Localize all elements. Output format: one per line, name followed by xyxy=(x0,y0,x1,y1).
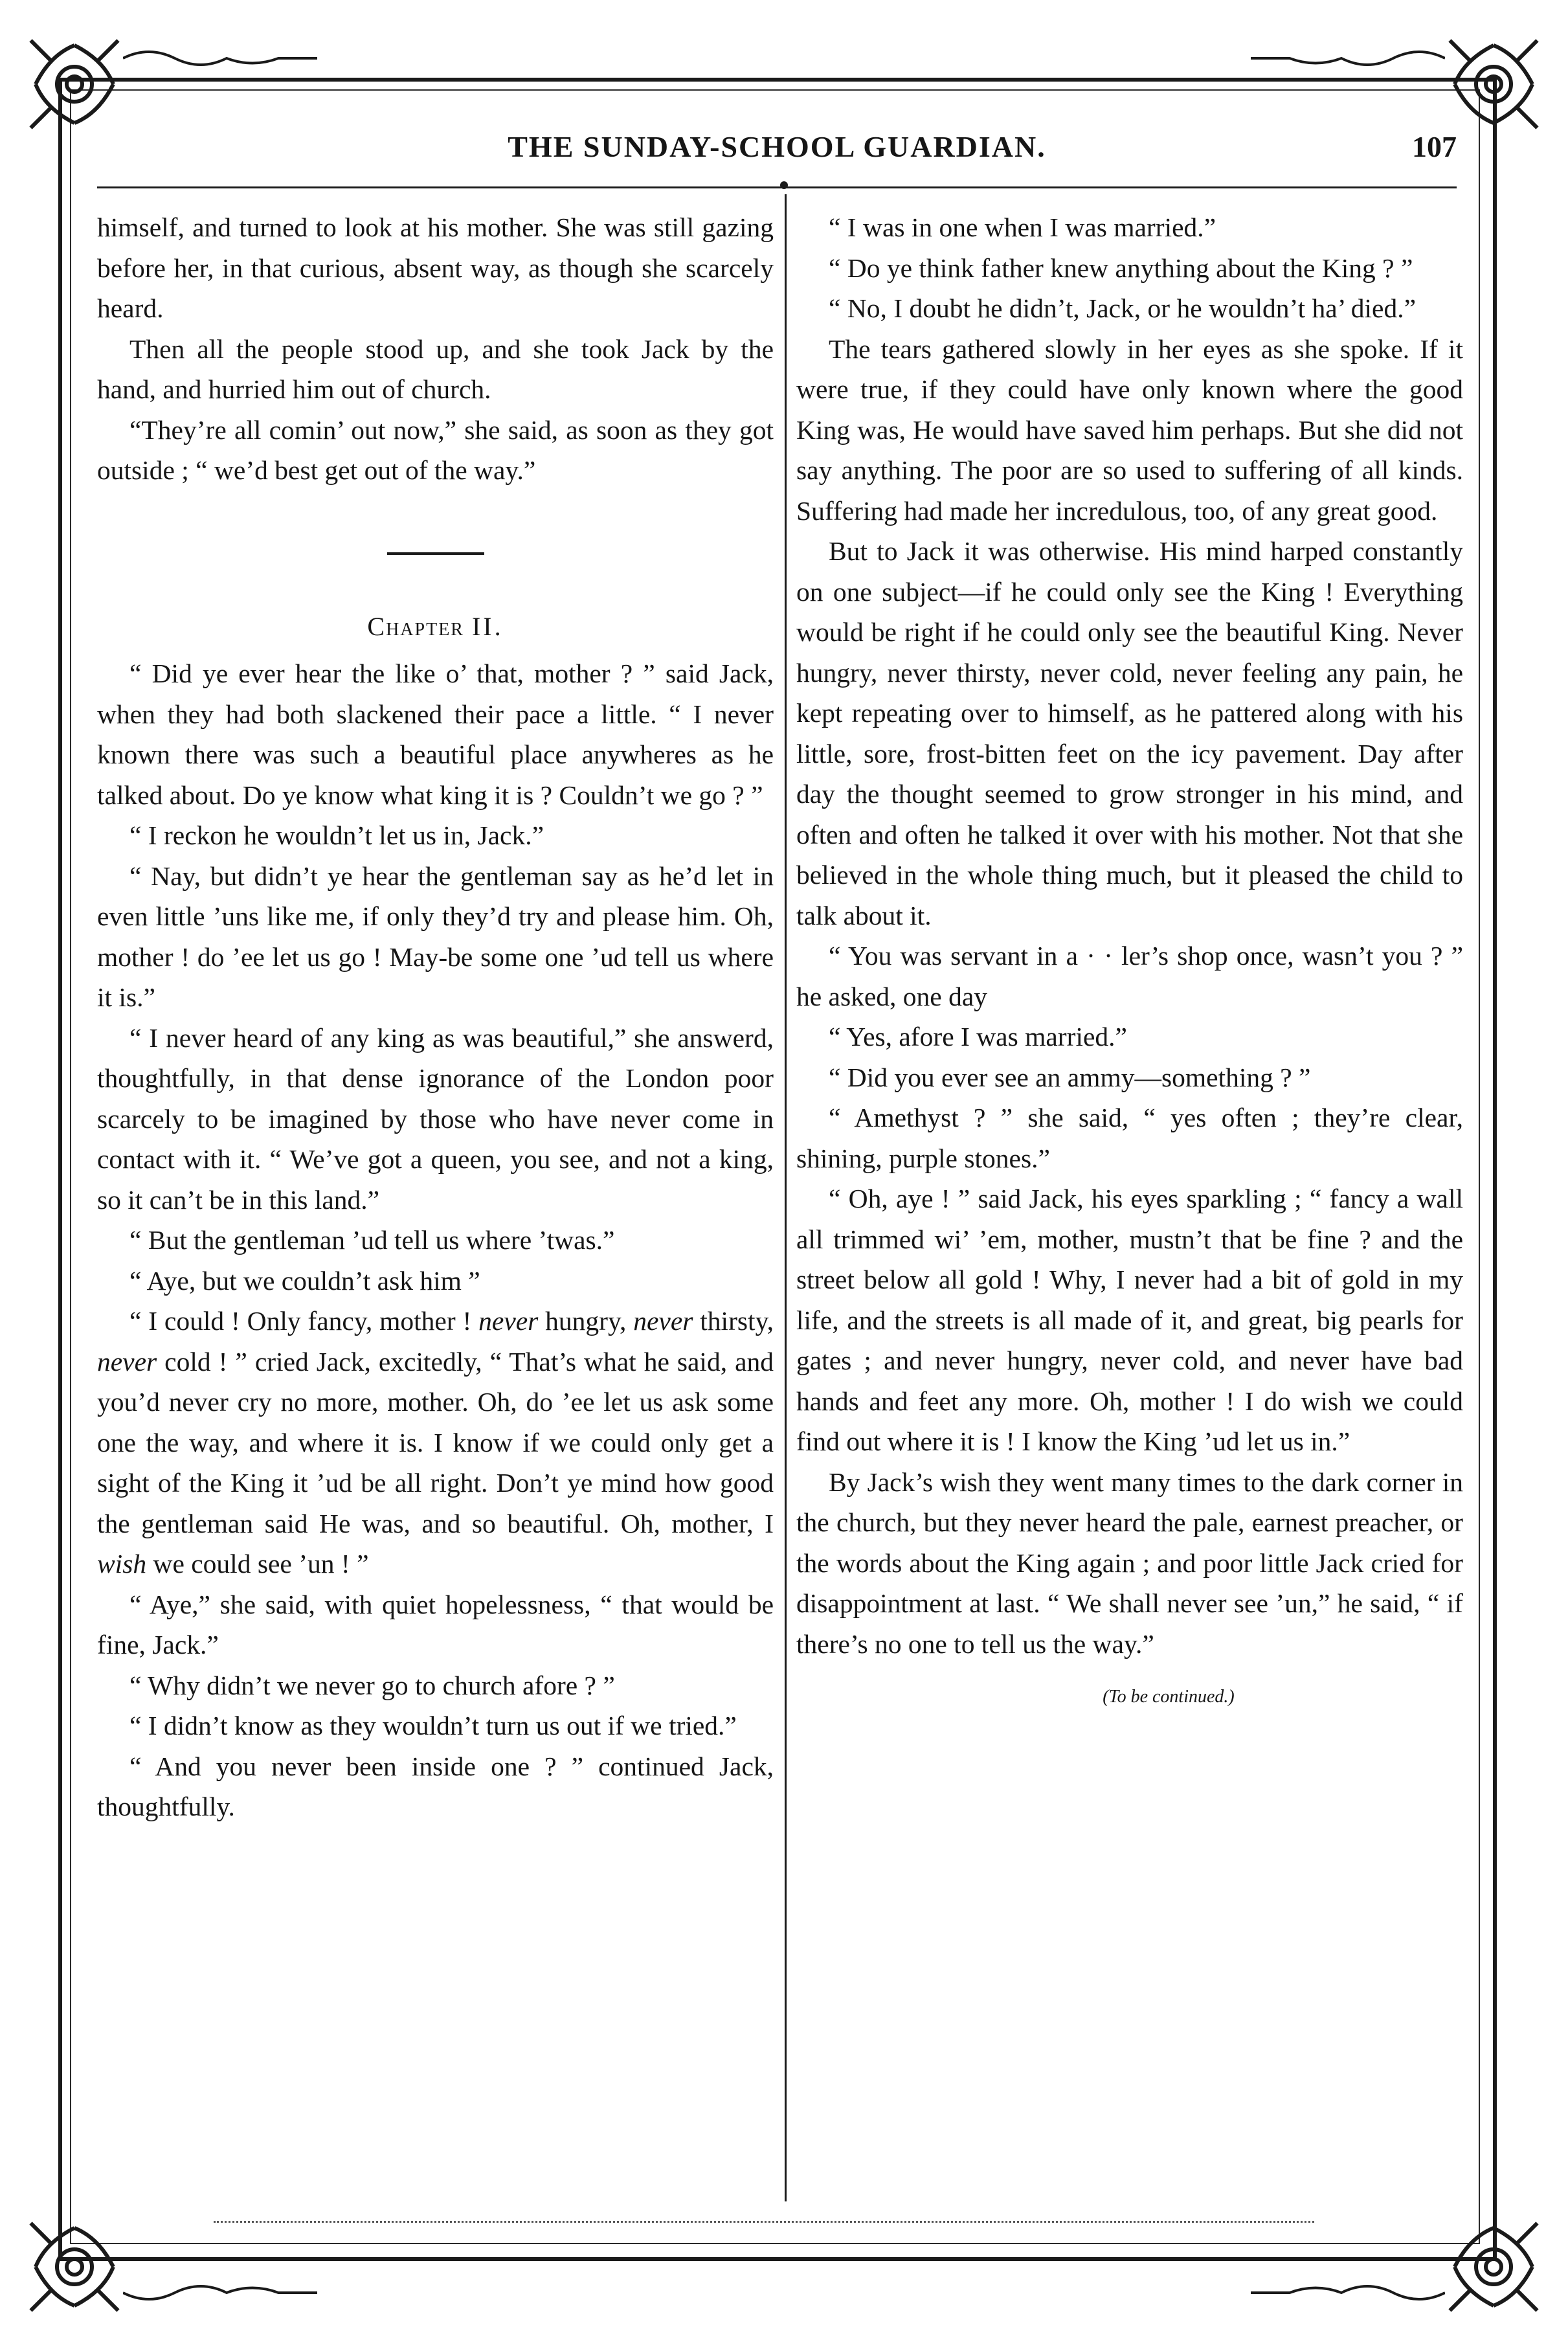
paragraph: By Jack’s wish they went many times to the dark corner in the church, but they never heard the pale, earnest preacher, or the words about the King again ; and poor little Jack cried for disappointment at last. “ We shall never see ’un,” he said, “ if there’s no one to tell us the way.” xyxy=(796,1467,1463,1659)
bottom-dotted-rule xyxy=(214,2221,1314,2223)
paragraph: “ And you never been inside one ? ” continued Jack, thoughtfully. xyxy=(97,1751,774,1821)
column-divider xyxy=(785,194,787,2201)
paragraph: “ Amethyst ? ” she said, “ yes often ; they’re clear, shining, purple stones.” xyxy=(796,1103,1463,1173)
corner-ornament-top-left xyxy=(26,36,123,133)
paragraph: himself, and turned to look at his mother. She was still gazing before her, in that curious, absent way, as though she scarcely heard. xyxy=(97,212,774,323)
paragraph xyxy=(97,1301,774,1584)
italic-run: wish xyxy=(97,1549,147,1579)
paragraph: “ Did you ever see an ammy—something ? ” xyxy=(829,1062,1311,1092)
corner-ornament-bottom-right xyxy=(1445,2218,1542,2315)
text-run: thirsty, xyxy=(693,1306,774,1336)
paragraph: “ I never heard of any king as was beautiful,” she answerd, thoughtfully, in that dense ignorance of the London poor scarcely to be imagined by those who have never come in contact with it. “ We’ve got a queen, you see, and not a king, so it can’t be in this land.” xyxy=(97,1022,774,1215)
paragraph: But to Jack it was otherwise. His mind harped constantly on one subject—if he could only see the King ! Everything would be right if he could only see the beautiful King. Never hungry, never thirsty, never cold, never feeling any pain, he kept repeating over to himself, as he pattered along with his little, sore, frost-bitten feet on the icy pavement. Day after day the thought seemed to grow stronger in his mind, and often and often he talked it over with his mother. Not that she believed in the whole thing much, but it pleased the child to talk about it. xyxy=(796,536,1463,930)
chapter-label: Chapter xyxy=(367,611,464,641)
right-column xyxy=(796,207,1463,1718)
chapter-heading xyxy=(97,607,774,647)
text-run: we could see ’un ! ” xyxy=(146,1549,369,1579)
scroll-flourish-bottom-left xyxy=(123,2280,317,2306)
paragraph: “ But the gentleman ’ud tell us where ’twas.” xyxy=(129,1225,615,1255)
text-run: hungry, xyxy=(538,1306,634,1336)
paragraph: The tears gathered slowly in her eyes as she spoke. If it were true, if they could have only known where the good King was, He would have saved him perhaps. But she did not say anything. The poor are so used to suffering of all kinds. Suffering had made her incredulous, too, of any great good. xyxy=(796,333,1463,526)
text-run: “ I could ! Only fancy, mother ! xyxy=(129,1306,479,1336)
italic-run: never xyxy=(478,1306,539,1336)
paragraph: “ Do ye think father knew anything about the King ? ” xyxy=(829,253,1413,283)
paragraph: “ Nay, but didn’t ye hear the gentleman say as he’d let in even little ’uns like me, if only they’d try and please him. Oh, mother ! do ’ee let us go ! May-be some one ’ud tell us where it is.” xyxy=(97,861,774,1012)
corner-ornament-top-right xyxy=(1445,36,1542,133)
scroll-flourish-top-right xyxy=(1251,45,1445,71)
italic-run: never xyxy=(97,1346,157,1377)
paragraph: “ I didn’t know as they wouldn’t turn us out if we tried.” xyxy=(129,1711,737,1740)
header-rule xyxy=(97,186,1457,188)
paragraph: “ Aye, but we couldn’t ask him ” xyxy=(129,1265,480,1296)
page-number: 107 xyxy=(1412,130,1457,163)
paragraph: “ No, I doubt he didn’t, Jack, or he wouldn’t ha’ died.” xyxy=(829,293,1417,323)
paragraph: “ Did ye ever hear the like o’ that, mother ? ” said Jack, when they had both slackened their pace a little. “ I never known there was such a beautiful place anywheres as he talked about. Do ye know what king it is ? Couldn’t we go ? ” xyxy=(97,658,774,810)
page-header xyxy=(97,123,1457,175)
paragraph: “ I reckon he wouldn’t let us in, Jack.” xyxy=(129,820,544,850)
text-run: cold ! ” cried Jack, excitedly, “ That’s what he said, and you’d never cry no more, mother. Oh, do ’ee let us ask some one the way, and where it is. I know if we could only get a sight of the King it ’ud be all right. Don’t ye mind how good the gentleman said He was, and so beautiful. Oh, mother, I xyxy=(97,1346,774,1538)
paragraph: “ You was servant in a · · ler’s shop once, wasn’t you ? ” he asked, one day xyxy=(796,941,1463,1011)
corner-ornament-bottom-left xyxy=(26,2218,123,2315)
paragraph: “ Aye,” she said, with quiet hopelessness, “ that would be fine, Jack.” xyxy=(97,1589,774,1659)
to-be-continued: (To be continued.) xyxy=(1103,1687,1235,1707)
section-rule xyxy=(387,552,484,555)
paragraph: “They’re all comin’ out now,” she said, as soon as they got outside ; “ we’d best get out of the way.” xyxy=(97,414,774,485)
paragraph: Then all the people stood up, and she took Jack by the hand, and hurried him out of church. xyxy=(97,333,774,404)
running-title: THE SUNDAY-SCHOOL GUARDIAN. xyxy=(508,130,1046,163)
chapter-number: II. xyxy=(471,611,504,641)
scroll-flourish-top-left xyxy=(123,45,317,71)
paragraph: “ Why didn’t we never go to church afore ? ” xyxy=(129,1670,615,1700)
paragraph: “ Oh, aye ! ” said Jack, his eyes sparkling ; “ fancy a wall all trimmed wi’ ’em, mother, mustn’t that be fine ? and the street below all gold ! Why, I never had a bit of gold in my life, and the streets is all made of it, and great, big pearls for gates ; and never hungry, never cold, and never have bad hands and feet any more. Oh, mother ! I do wish we could find out where it is ! I know the King ’ud let us in.” xyxy=(796,1184,1463,1456)
paragraph: “ I was in one when I was married.” xyxy=(829,212,1216,242)
left-column xyxy=(97,207,774,1827)
paragraph: “ Yes, afore I was married.” xyxy=(829,1022,1127,1052)
header-dot xyxy=(780,181,788,189)
italic-run: never xyxy=(633,1306,693,1336)
scroll-flourish-bottom-right xyxy=(1251,2280,1445,2306)
